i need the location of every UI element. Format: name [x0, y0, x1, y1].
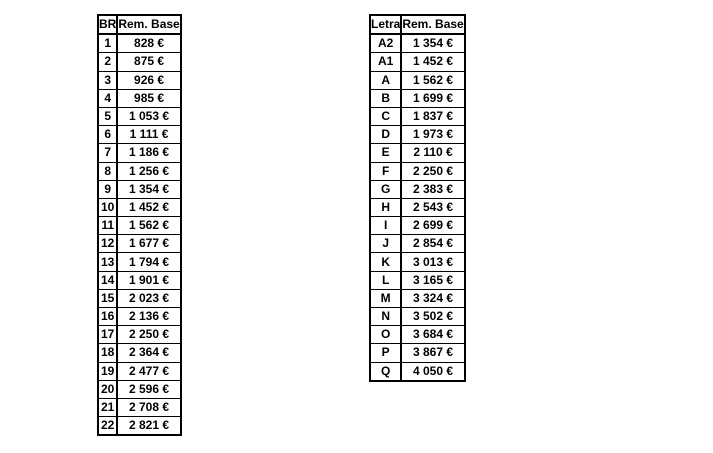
- salary-cell: 2 250 €: [401, 162, 464, 180]
- table-row: [370, 198, 465, 216]
- table-row: [98, 235, 181, 253]
- grade-cell: 13: [98, 253, 117, 271]
- grade-cell: 22: [98, 417, 117, 436]
- salary-cell: 1 794 €: [117, 253, 180, 271]
- table-row: [370, 71, 465, 89]
- grade-cell: 15: [98, 289, 117, 307]
- salary-cell: 1 256 €: [117, 162, 180, 180]
- grade-cell: A2: [370, 34, 401, 53]
- table-row: [98, 217, 181, 235]
- salary-cell: 2 543 €: [401, 198, 464, 216]
- grade-cell: 7: [98, 144, 117, 162]
- br-table-body: [98, 34, 181, 435]
- salary-cell: 1 677 €: [117, 235, 180, 253]
- table-row: [98, 144, 181, 162]
- salary-cell: 1 053 €: [117, 107, 180, 125]
- table-row: [370, 271, 465, 289]
- table-row: [370, 53, 465, 71]
- salary-cell: 1 452 €: [117, 198, 180, 216]
- salary-cell: 926 €: [117, 71, 180, 89]
- rem-base-column-header: Rem. Base: [117, 15, 180, 34]
- grade-cell: N: [370, 308, 401, 326]
- rem-base-column-header: Rem. Base: [401, 15, 464, 34]
- salary-cell: 1 699 €: [401, 89, 464, 107]
- grade-cell: 19: [98, 362, 117, 380]
- salary-cell: 1 837 €: [401, 107, 464, 125]
- salary-cell: 985 €: [117, 89, 180, 107]
- salary-cell: 3 684 €: [401, 326, 464, 344]
- table-row: [98, 380, 181, 398]
- table-header-row: [370, 15, 465, 34]
- grade-cell: H: [370, 198, 401, 216]
- grade-cell: 12: [98, 235, 117, 253]
- salary-cell: 1 111 €: [117, 126, 180, 144]
- table-row: [98, 34, 181, 53]
- salary-cell: 3 013 €: [401, 253, 464, 271]
- grade-cell: A: [370, 71, 401, 89]
- salary-cell: 3 324 €: [401, 289, 464, 307]
- grade-cell: 6: [98, 126, 117, 144]
- grade-cell: 16: [98, 308, 117, 326]
- table-row: [370, 362, 465, 381]
- grade-cell: A1: [370, 53, 401, 71]
- table-row: [98, 417, 181, 436]
- grade-cell: B: [370, 89, 401, 107]
- grade-cell: 11: [98, 217, 117, 235]
- table-row: [370, 289, 465, 307]
- br-salary-table: [97, 14, 182, 436]
- salary-cell: 2 854 €: [401, 235, 464, 253]
- grade-cell: 4: [98, 89, 117, 107]
- grade-cell: G: [370, 180, 401, 198]
- table-row: [98, 253, 181, 271]
- grade-cell: D: [370, 126, 401, 144]
- table-row: [370, 89, 465, 107]
- salary-cell: 4 050 €: [401, 362, 464, 381]
- table-row: [98, 344, 181, 362]
- table-row: [370, 107, 465, 125]
- table-row: [98, 326, 181, 344]
- salary-cell: 2 364 €: [117, 344, 180, 362]
- table-row: [98, 362, 181, 380]
- grade-cell: 5: [98, 107, 117, 125]
- grade-cell: 9: [98, 180, 117, 198]
- salary-cell: 875 €: [117, 53, 180, 71]
- salary-cell: 1 973 €: [401, 126, 464, 144]
- table-row: [98, 71, 181, 89]
- table-row: [370, 144, 465, 162]
- letra-column-header: Letra: [370, 15, 401, 34]
- salary-cell: 2 383 €: [401, 180, 464, 198]
- grade-cell: I: [370, 217, 401, 235]
- table-row: [370, 326, 465, 344]
- grade-cell: 17: [98, 326, 117, 344]
- salary-cell: 2 596 €: [117, 380, 180, 398]
- table-row: [98, 198, 181, 216]
- table-row: [98, 180, 181, 198]
- salary-cell: 1 901 €: [117, 271, 180, 289]
- grade-cell: E: [370, 144, 401, 162]
- br-column-header: BR: [98, 15, 117, 34]
- salary-cell: 1 562 €: [117, 217, 180, 235]
- salary-cell: 2 699 €: [401, 217, 464, 235]
- table-row: [98, 126, 181, 144]
- salary-cell: 2 477 €: [117, 362, 180, 380]
- salary-cell: 2 110 €: [401, 144, 464, 162]
- grade-cell: O: [370, 326, 401, 344]
- table-row: [98, 53, 181, 71]
- grade-cell: M: [370, 289, 401, 307]
- table-row: [370, 235, 465, 253]
- grade-cell: 1: [98, 34, 117, 53]
- letra-table-body: [370, 34, 465, 381]
- table-row: [98, 289, 181, 307]
- salary-cell: 2 708 €: [117, 398, 180, 416]
- table-row: [370, 217, 465, 235]
- grade-cell: J: [370, 235, 401, 253]
- table-row: [370, 253, 465, 271]
- letra-salary-table: [369, 14, 466, 382]
- table-row: [98, 162, 181, 180]
- grade-cell: C: [370, 107, 401, 125]
- salary-cell: 3 502 €: [401, 308, 464, 326]
- salary-cell: 1 186 €: [117, 144, 180, 162]
- salary-cell: 2 821 €: [117, 417, 180, 436]
- table-row: [98, 271, 181, 289]
- salary-cell: 1 452 €: [401, 53, 464, 71]
- grade-cell: 18: [98, 344, 117, 362]
- table-row: [370, 126, 465, 144]
- salary-cell: 1 562 €: [401, 71, 464, 89]
- grade-cell: 3: [98, 71, 117, 89]
- salary-cell: 2 250 €: [117, 326, 180, 344]
- grade-cell: 2: [98, 53, 117, 71]
- grade-cell: P: [370, 344, 401, 362]
- salary-cell: 2 023 €: [117, 289, 180, 307]
- grade-cell: Q: [370, 362, 401, 381]
- table-row: [370, 180, 465, 198]
- table-row: [98, 107, 181, 125]
- table-row: [370, 344, 465, 362]
- salary-cell: 1 354 €: [117, 180, 180, 198]
- table-header-row: [98, 15, 181, 34]
- table-row: [370, 162, 465, 180]
- grade-cell: 8: [98, 162, 117, 180]
- grade-cell: K: [370, 253, 401, 271]
- salary-cell: 828 €: [117, 34, 180, 53]
- salary-cell: 3 867 €: [401, 344, 464, 362]
- salary-cell: 1 354 €: [401, 34, 464, 53]
- grade-cell: L: [370, 271, 401, 289]
- grade-cell: F: [370, 162, 401, 180]
- table-row: [370, 34, 465, 53]
- grade-cell: 14: [98, 271, 117, 289]
- table-row: [98, 89, 181, 107]
- grade-cell: 21: [98, 398, 117, 416]
- table-row: [370, 308, 465, 326]
- table-row: [98, 398, 181, 416]
- table-row: [98, 308, 181, 326]
- salary-cell: 3 165 €: [401, 271, 464, 289]
- salary-cell: 2 136 €: [117, 308, 180, 326]
- grade-cell: 10: [98, 198, 117, 216]
- grade-cell: 20: [98, 380, 117, 398]
